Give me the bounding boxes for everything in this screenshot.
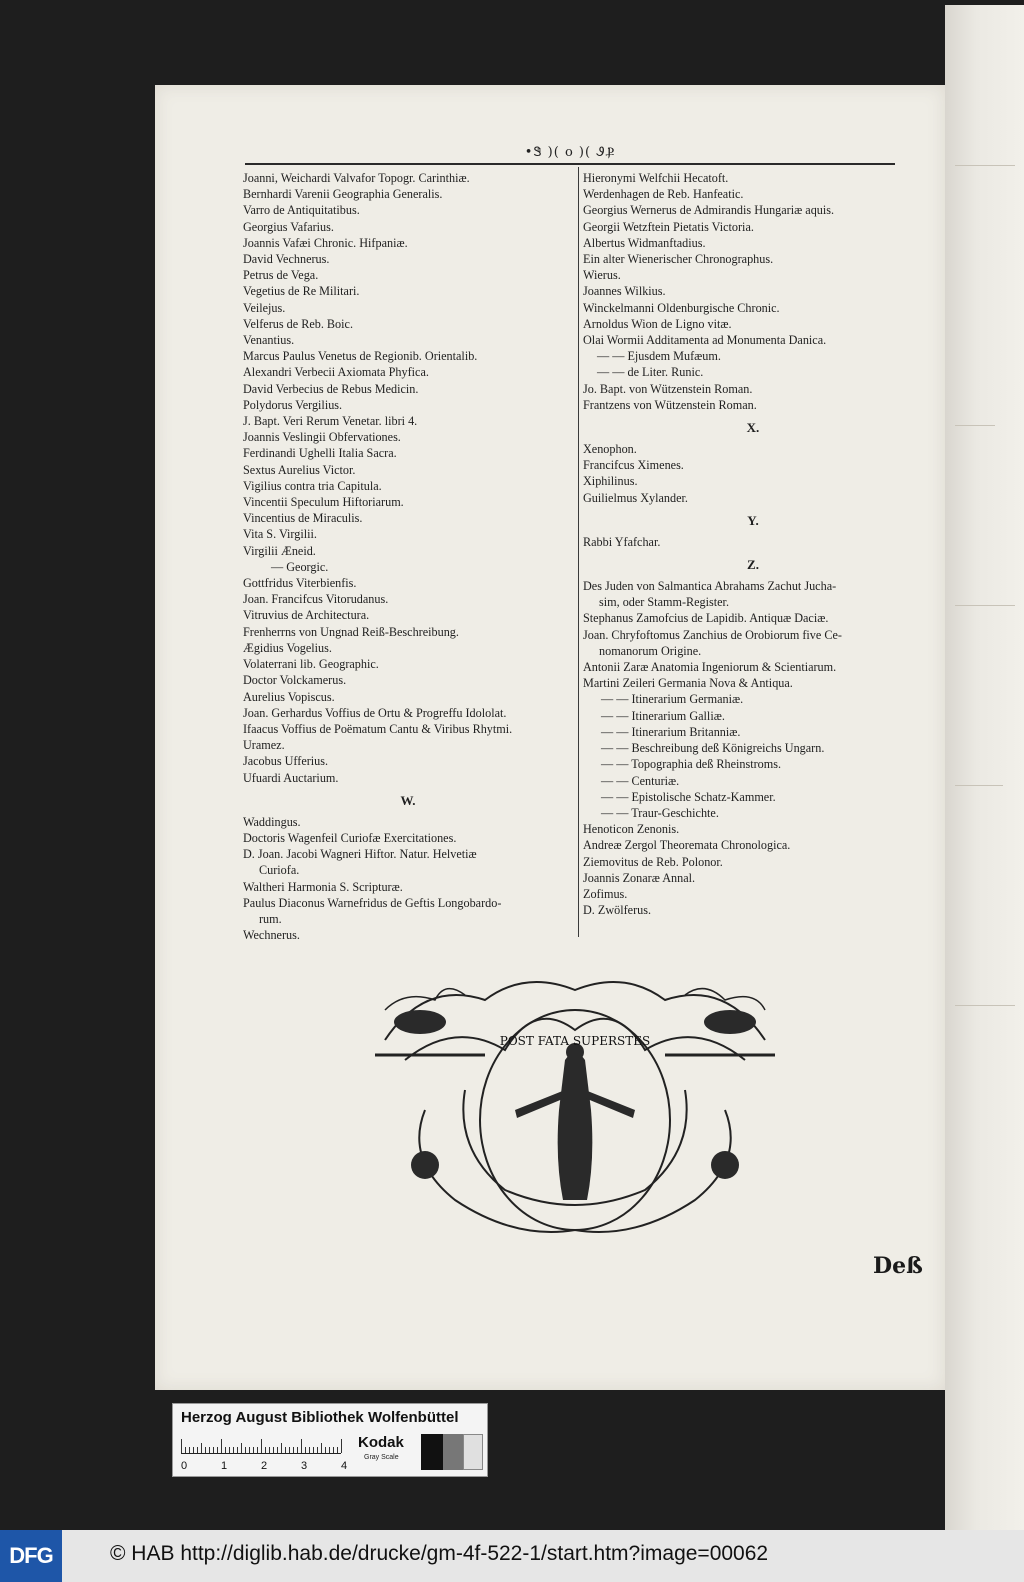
register-entry: Xiphilinus. — [583, 474, 638, 489]
ruler-number: 2 — [261, 1460, 268, 1472]
register-entry: Joan. Francifcus Vitorudanus. — [243, 592, 389, 607]
register-entry: nomanorum Origine. — [599, 643, 702, 658]
ruler-tick — [269, 1447, 270, 1453]
gray-scale-label: Gray Scale — [364, 1454, 399, 1461]
ruler-tick — [185, 1447, 186, 1453]
ruler-tick — [337, 1447, 338, 1453]
register-entry: Stephanus Zamofcius de Lapidib. Antiquæ Daciæ. — [583, 611, 829, 626]
register-entry: — — Traur-Geschichte. — [601, 805, 719, 820]
register-entry: Vincentii Speculum Hiftoriarum. — [243, 495, 404, 510]
register-entry: Uramez. — [243, 738, 285, 753]
register-entry: Gottfridus Viterbienfis. — [243, 576, 357, 591]
register-entry: Vita S. Virgilii. — [243, 527, 317, 542]
register-entry: Francifcus Ximenes. — [583, 458, 684, 473]
register-entry: J. Bapt. Veri Rerum Venetar. libri 4. — [243, 414, 418, 429]
ruler-tick — [321, 1443, 322, 1453]
column-divider — [578, 167, 579, 937]
register-entry: Velferus de Reb. Boic. — [243, 316, 353, 331]
register-entry: Waddingus. — [243, 814, 301, 829]
register-entry: Joan. Chryfoftomus Zanchius de Orobiorum five Ce- — [583, 627, 842, 642]
section-letter: W. — [400, 792, 416, 808]
register-entry: Wechnerus. — [243, 928, 300, 943]
register-entry: Georgii Wetzftein Pietatis Victoria. — [583, 219, 754, 234]
page-headpiece: •Ꮥ )( o )( ᏭⳀ — [524, 145, 616, 160]
register-entry: Doctor Volckamerus. — [243, 673, 347, 688]
register-entry: Virgilii Æneid. — [243, 543, 316, 558]
register-entry: D. Zwölferus. — [583, 903, 652, 918]
register-entry: Andreæ Zergol Theoremata Chronologica. — [583, 838, 791, 853]
register-entry: Venantius. — [243, 333, 295, 348]
register-entry: David Verbecius de Rebus Medicin. — [243, 381, 419, 396]
register-entry: Antonii Zaræ Anatomia Ingeniorum & Scientiarum. — [583, 660, 837, 675]
ruler-tick — [229, 1447, 230, 1453]
register-entry: Jo. Bapt. von Wützenstein Roman. — [583, 381, 753, 396]
register-entry: Ægidius Vogelius. — [243, 640, 332, 655]
dfg-logo: DFG — [0, 1530, 62, 1582]
register-entry: Bernhardi Varenii Geographia Generalis. — [243, 187, 443, 202]
ruler-tick — [181, 1439, 182, 1453]
ruler-number: 3 — [301, 1460, 308, 1472]
register-entry: Hieronymi Welfchii Hecatoft. — [583, 171, 729, 185]
register-entry: Curiofa. — [259, 863, 300, 878]
register-entry: rum. — [259, 911, 282, 926]
register-entry: Joanni, Weichardi Valvafor Topogr. Carinthiæ. — [243, 171, 470, 185]
ruler-number: 0 — [181, 1460, 188, 1472]
register-entry: Alexandri Verbecii Axiomata Phyfica. — [243, 365, 429, 380]
register-entry: Werdenhagen de Reb. Hanfeatic. — [583, 187, 744, 202]
register-entry: Joannis Zonaræ Annal. — [583, 870, 696, 885]
ruler-tick — [241, 1443, 242, 1453]
gray-swatch-mid — [443, 1434, 463, 1470]
register-entry: Ufuardi Auctarium. — [243, 770, 339, 785]
ruler-tick — [329, 1447, 330, 1453]
register-entry: — — Beschreibung deß Königreichs Ungarn. — [601, 741, 825, 756]
register-entry: Waltheri Harmonia S. Scripturæ. — [243, 879, 403, 894]
register-entry: — — Itinerarium Germaniæ. — [601, 692, 744, 707]
kodak-label: Kodak — [358, 1434, 404, 1451]
register-entry: Olai Wormii Additamenta ad Monumenta Danica. — [583, 333, 827, 348]
register-entry: Frenherrns von Ungnad Reiß-Beschreibung. — [243, 624, 459, 639]
ruler-tick — [301, 1439, 302, 1453]
ruler-tick — [253, 1447, 254, 1453]
ruler-tick — [245, 1447, 246, 1453]
ruler-tick — [265, 1447, 266, 1453]
register-entry: Paulus Diaconus Warnefridus de Geftis Longobardo- — [243, 895, 502, 910]
ornament-inscription: POST FATA SUPERSTES — [499, 1034, 651, 1048]
catchword: Deß — [873, 1253, 923, 1279]
ruler-tick — [189, 1447, 190, 1453]
ruler-tick — [205, 1447, 206, 1453]
ruler-tick — [221, 1439, 222, 1453]
register-entry: — — Itinerarium Britanniæ. — [601, 724, 741, 739]
section-letter: X. — [746, 420, 760, 436]
ruler-number: 4 — [341, 1460, 348, 1472]
ruler-tick — [293, 1447, 294, 1453]
register-entry: Ziemovitus de Reb. Polonor. — [583, 854, 723, 869]
ruler-tick — [233, 1447, 234, 1453]
register-entry: Martini Zeileri Germania Nova & Antiqua. — [583, 676, 793, 691]
register-entry: Rabbi Yfafchar. — [583, 534, 661, 549]
color-scale-card — [172, 1403, 488, 1477]
library-label: Herzog August Bibliothek Wolfenbüttel — [181, 1409, 459, 1426]
register-entry: Joannis Veslingii Obfervationes. — [243, 430, 401, 445]
ruler-tick — [197, 1447, 198, 1453]
register-entry: sim, oder Stamm-Register. — [599, 595, 729, 610]
register-entry: Vitruvius de Architectura. — [243, 608, 370, 623]
ruler-tick — [341, 1439, 342, 1453]
register-entry: Petrus de Vega. — [243, 268, 319, 283]
ruler-tick — [193, 1447, 194, 1453]
ruler-tick — [325, 1447, 326, 1453]
register-entry: Des Juden von Salmantica Abrahams Zachut Jucha- — [583, 579, 837, 594]
register-entry: Georgius Wernerus de Admirandis Hungariæ aquis. — [583, 203, 835, 218]
register-entry: Vegetius de Re Militari. — [243, 284, 360, 299]
ruler-tick — [309, 1447, 310, 1453]
adjacent-page — [945, 5, 1024, 1535]
ruler — [181, 1438, 341, 1454]
register-entry: David Vechnerus. — [243, 252, 330, 267]
register-entry: Volaterrani lib. Geographic. — [243, 657, 379, 672]
ruler-tick — [249, 1447, 250, 1453]
book-page — [155, 85, 945, 1390]
ruler-tick — [225, 1447, 226, 1453]
register-entry: Sextus Aurelius Victor. — [243, 462, 356, 477]
register-entry: Winckelmanni Oldenburgische Chronic. — [583, 300, 780, 315]
register-entry: Jacobus Ufferius. — [243, 754, 329, 769]
ruler-tick — [237, 1447, 238, 1453]
ruler-tick — [333, 1447, 334, 1453]
register-entry: Vigilius contra tria Capitula. — [243, 478, 382, 493]
register-entry: D. Joan. Jacobi Wagneri Hiftor. Natur. Helvetiæ — [243, 847, 477, 862]
gray-swatch-black — [421, 1434, 443, 1470]
ruler-tick — [285, 1447, 286, 1453]
register-entry: Veilejus. — [243, 300, 286, 315]
register-entry: Joannes Wilkius. — [583, 284, 666, 299]
section-letter: Z. — [747, 557, 759, 573]
register-entry: Polydorus Vergilius. — [243, 397, 343, 412]
register-entry: — — Itinerarium Galliæ. — [601, 708, 725, 723]
credit-link[interactable]: © HAB http://diglib.hab.de/drucke/gm-4f-522-1/start.htm?image=00062 — [110, 1542, 769, 1565]
gray-swatch-white — [463, 1434, 483, 1470]
right-column — [583, 170, 923, 918]
register-entry: Frantzens von Wützenstein Roman. — [583, 397, 757, 412]
register-entry: Joan. Gerhardus Voffius de Ortu & Progreffu Idololat. — [243, 705, 507, 720]
register-entry: — Georgic. — [271, 559, 329, 574]
ruler-number: 1 — [221, 1460, 228, 1472]
register-entry: Wierus. — [583, 268, 621, 283]
section-letter: Y. — [747, 512, 759, 528]
left-column — [243, 170, 573, 943]
ruler-tick — [277, 1447, 278, 1453]
register-entry: — — Topographia deß Rheinstroms. — [601, 757, 782, 772]
header-rule — [245, 163, 895, 165]
register-entry: Georgius Vafarius. — [243, 219, 334, 234]
ruler-tick — [273, 1447, 274, 1453]
ruler-tick — [281, 1443, 282, 1453]
ruler-tick — [313, 1447, 314, 1453]
ruler-tick — [261, 1439, 262, 1453]
register-entry: Albertus Widmanftadius. — [583, 235, 706, 250]
ruler-tick — [317, 1447, 318, 1453]
register-entry: Xenophon. — [583, 442, 637, 457]
register-entry: Varro de Antiquitatibus. — [243, 203, 360, 218]
register-entry: Joannis Vafæi Chronic. Hifpaniæ. — [243, 235, 408, 250]
register-entry: Marcus Paulus Venetus de Regionib. Orientalib. — [243, 349, 478, 364]
register-entry: Vincentius de Miraculis. — [243, 511, 363, 526]
register-entry: Ifaacus Voffius de Poëmatum Cantu & Viribus Rhytmi. — [243, 721, 513, 736]
ruler-tick — [289, 1447, 290, 1453]
tailpiece-ornament — [365, 960, 785, 1250]
register-entry: — — Centuriæ. — [601, 773, 680, 788]
ruler-tick — [257, 1447, 258, 1453]
register-entry: Aurelius Vopiscus. — [243, 689, 335, 704]
ruler-tick — [209, 1447, 210, 1453]
register-entry: Henoticon Zenonis. — [583, 822, 680, 837]
register-entry: — — Ejusdem Mufæum. — [597, 349, 721, 364]
ruler-tick — [305, 1447, 306, 1453]
register-entry: — — Epistolische Schatz-Kammer. — [601, 789, 776, 804]
register-entry: — — de Liter. Runic. — [597, 365, 704, 380]
register-entry: Ferdinandi Ughelli Italia Sacra. — [243, 446, 397, 461]
footer-bar — [0, 1530, 1024, 1582]
register-entry: Arnoldus Wion de Ligno vitæ. — [583, 316, 732, 331]
ruler-tick — [217, 1447, 218, 1453]
register-entry: Zofimus. — [583, 886, 628, 901]
ruler-tick — [213, 1447, 214, 1453]
register-entry: Ein alter Wienerischer Chronographus. — [583, 252, 774, 267]
register-entry: Guilielmus Xylander. — [583, 490, 688, 505]
ruler-tick — [201, 1443, 202, 1453]
ruler-tick — [297, 1447, 298, 1453]
register-entry: Doctoris Wagenfeil Curiofæ Exercitationes. — [243, 830, 457, 845]
